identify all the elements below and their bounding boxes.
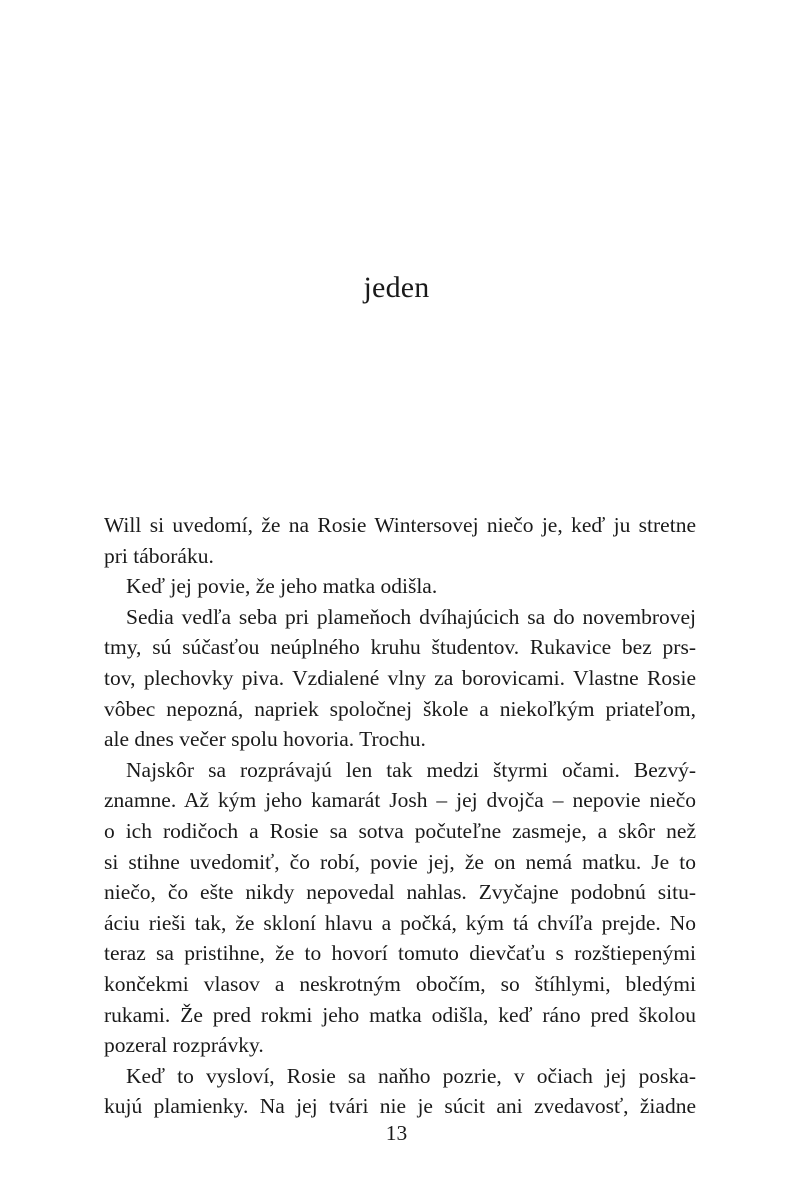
text-line: teraz sa pristihne, že to hovorí tomuto dievčaťu s rozštiepenými [104, 941, 696, 966]
page-number: 13 [385, 1121, 408, 1145]
text-line: o ich rodičoch a Rosie sa sotva počuteľne zasmeje, a skôr než [104, 818, 696, 843]
chapter-title: jeden [363, 271, 430, 304]
text-line: Sedia vedľa seba pri plameňoch dvíhajúcich sa do novembrovej [126, 604, 696, 629]
text-line: kujú plamienky. Na jej tvári nie je súcit ani zvedavosť, žiadne [104, 1094, 696, 1119]
text-line: Najskôr sa rozprávajú len tak medzi štyrmi očami. Bezvý- [126, 757, 696, 782]
body-text [104, 510, 696, 1122]
text-line: pozeral rozprávky. [104, 1033, 264, 1058]
text-line: Will si uvedomí, že na Rosie Wintersovej niečo je, keď ju stretne [104, 513, 696, 537]
text-line: pri táboráku. [104, 543, 214, 568]
text-line: si stihne uvedomiť, čo robí, povie jej, že on nemá matku. Je to [104, 849, 696, 874]
text-line: Keď jej povie, že jeho matka odišla. [126, 574, 438, 599]
text-line: znamne. Až kým jeho kamarát Josh – jej dvojča – nepovie niečo [104, 788, 696, 813]
text-line: Keď to vysloví, Rosie sa naňho pozrie, v očiach jej poska- [126, 1063, 696, 1088]
text-line: áciu rieši tak, že skloní hlavu a počká, kým tá chvíľa prejde. No [104, 910, 696, 935]
text-line: ale dnes večer spolu hovoria. Trochu. [104, 727, 426, 752]
text-line: končekmi vlasov a neskrotným obočím, so štíhlymi, bledými [104, 971, 696, 996]
text-line: vôbec nepozná, napriek spoločnej škole a niekoľkým priateľom, [104, 696, 696, 721]
text-line: tmy, sú súčasťou neúplného kruhu študentov. Rukavice bez prs- [104, 635, 696, 660]
text-line: niečo, čo ešte nikdy nepovedal nahlas. Zvyčajne podobnú situ- [104, 880, 696, 905]
text-line: tov, plechovky piva. Vzdialené vlny za borovicami. Vlastne Rosie [104, 665, 696, 690]
text-line: rukami. Že pred rokmi jeho matka odišla, keď ráno pred školou [104, 1002, 696, 1027]
